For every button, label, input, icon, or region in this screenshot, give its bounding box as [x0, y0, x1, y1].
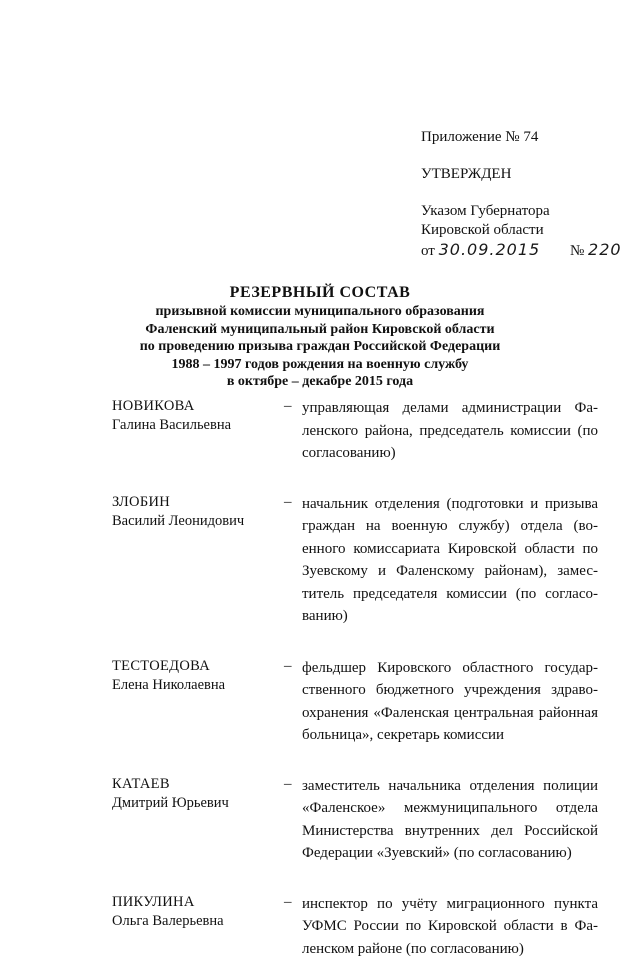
- member-surname: НОВИКОВА: [112, 397, 284, 416]
- separator-dash: –: [284, 397, 302, 416]
- member-surname: ТЕСТОЕДОВА: [112, 657, 284, 676]
- decree-line-1: Указом Губернатора: [421, 202, 621, 221]
- list-item: [112, 893, 598, 960]
- member-name: [112, 893, 284, 931]
- document-title-block: [100, 283, 540, 391]
- separator-dash: –: [284, 657, 302, 676]
- member-role: фельдшер Кировского областного государственного бюджетного учреждения здравоохранения «Фаленская центральная районная больница», секретарь комиссии: [302, 657, 598, 747]
- member-role: управляющая делами администрации Фаленского района, председатель комиссии (по согласованию): [302, 397, 598, 465]
- separator-dash: –: [284, 893, 302, 912]
- decree-line-2: Кировской области: [421, 221, 621, 240]
- title-line-2: Фаленский муниципальный район Кировской области: [100, 321, 540, 339]
- member-surname: ПИКУЛИНА: [112, 893, 284, 912]
- member-surname: ЗЛОБИН: [112, 493, 284, 512]
- number-prefix: №: [570, 243, 584, 259]
- member-name: [112, 775, 284, 813]
- handwritten-date: 30.09.2015: [439, 240, 541, 259]
- approval-block: [421, 128, 621, 261]
- decree-reference: [421, 202, 621, 261]
- handwritten-number: 220: [588, 240, 622, 259]
- list-item: [112, 493, 598, 628]
- title-line-3: по проведению призыва граждан Российской Федерации: [100, 338, 540, 356]
- member-name: [112, 493, 284, 531]
- member-role: заместитель начальника отделения полиции «Фаленское» межмуниципального отдела Министерства внутренних дел Российской Федерации «Зуевский» (по согласованию): [302, 775, 598, 865]
- member-role: инспектор по учёту миграционного пункта УФМС России по Кировской области в Фаленском районе (по согласованию): [302, 893, 598, 960]
- document-title: РЕЗЕРВНЫЙ СОСТАВ: [100, 283, 540, 303]
- appendix-number: Приложение № 74: [421, 128, 621, 147]
- member-name: [112, 657, 284, 695]
- member-given-names: Галина Васильевна: [112, 416, 284, 435]
- title-line-5: в октябре – декабре 2015 года: [100, 373, 540, 391]
- member-list: [112, 397, 598, 960]
- member-name: [112, 397, 284, 435]
- member-given-names: Елена Николаевна: [112, 676, 284, 695]
- title-line-1: призывной комиссии муниципального образования: [100, 303, 540, 321]
- member-given-names: Василий Леонидович: [112, 512, 284, 531]
- member-given-names: Дмитрий Юрьевич: [112, 794, 284, 813]
- member-given-names: Ольга Валерьевна: [112, 912, 284, 931]
- list-item: [112, 397, 598, 465]
- decree-date-line: [421, 240, 621, 261]
- separator-dash: –: [284, 775, 302, 794]
- member-surname: КАТАЕВ: [112, 775, 284, 794]
- title-line-4: 1988 – 1997 годов рождения на военную службу: [100, 356, 540, 374]
- list-item: [112, 775, 598, 865]
- separator-dash: –: [284, 493, 302, 512]
- approved-stamp-text: УТВЕРЖДЕН: [421, 165, 621, 184]
- date-prefix: от: [421, 243, 435, 259]
- member-role: начальник отделения (подготовки и призыва граждан на военную службу) отдела (военного комиссариата Кировской области по Зуевскому и Фаленскому районам), заместитель председателя комиссии (по согласованию): [302, 493, 598, 628]
- list-item: [112, 657, 598, 747]
